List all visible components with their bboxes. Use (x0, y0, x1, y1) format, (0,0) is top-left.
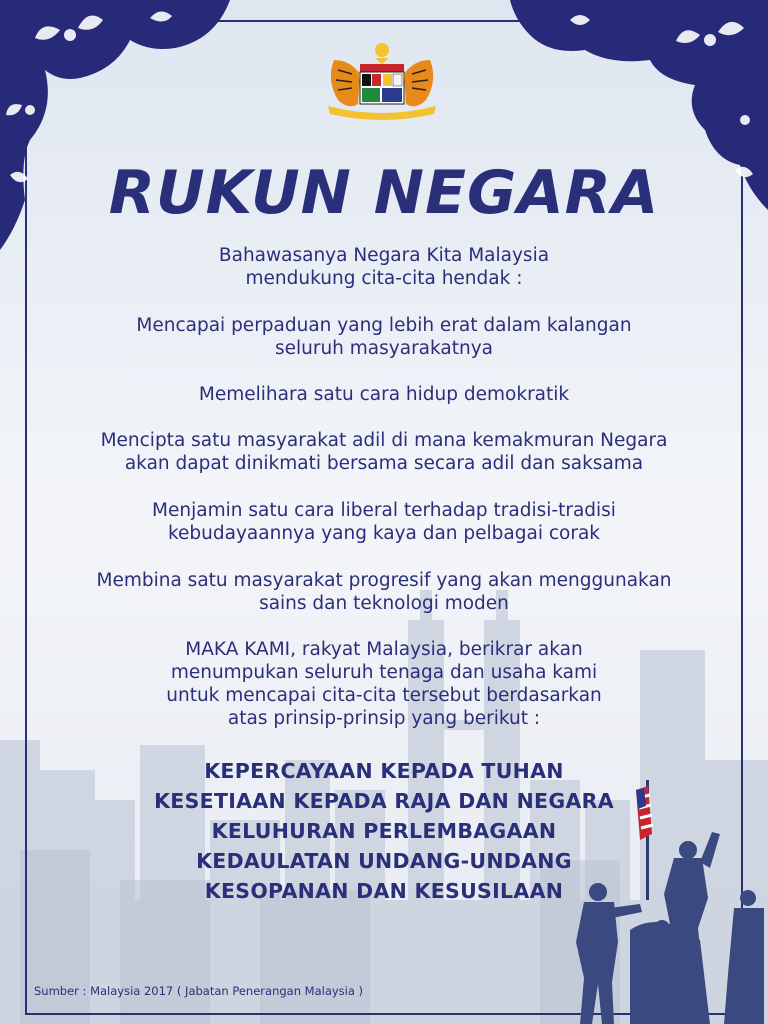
aim-line: Mencipta satu masyarakat adil di mana kemakmuran Negara (100, 430, 668, 451)
principle-item: KELUHURAN PERLEMBAGAAN (211, 819, 557, 843)
aim-line: sains dan teknologi moden (259, 593, 509, 614)
malaysia-flag-icon (636, 786, 653, 840)
source-note: Sumber : Malaysia 2017 ( Jabatan Penerangan Malaysia ) (34, 984, 364, 998)
principle-item: KEDAULATAN UNDANG-UNDANG (196, 849, 572, 873)
aim-item (40, 499, 728, 545)
intro-line: mendukung cita-cita hendak : (245, 268, 523, 289)
aim-line: Menjamin satu cara liberal terhadap tradisi-tradisi (152, 500, 616, 521)
aim-line: Memelihara satu cara hidup demokratik (198, 384, 570, 405)
principle-item: KEPERCAYAAN KEPADA TUHAN (204, 759, 564, 783)
pledge-line: untuk mencapai cita-cita tersebut berdasarkan (166, 685, 602, 706)
pledge-text (40, 638, 728, 730)
malaysia-coat-of-arms-icon (320, 40, 444, 124)
aim-item (40, 314, 728, 360)
aim-line: Mencapai perpaduan yang lebih erat dalam kalangan (136, 315, 632, 336)
intro-text (40, 244, 728, 290)
aim-line: seluruh masyarakatnya (274, 338, 494, 359)
principle-item: KESETIAAN KEPADA RAJA DAN NEGARA (154, 789, 614, 813)
pledge-line: MAKA KAMI, rakyat Malaysia, berikrar akan (185, 639, 583, 660)
principle-item: KESOPANAN DAN KESUSILAAN (204, 879, 564, 903)
national-monument-statue-icon (570, 780, 768, 1024)
page-title: RUKUN NEGARA (108, 158, 660, 228)
aim-line: Membina satu masyarakat progresif yang akan menggunakan (96, 570, 672, 591)
aim-item (40, 569, 728, 615)
intro-line: Bahawasanya Negara Kita Malaysia (218, 245, 550, 266)
aim-line: kebudayaannya yang kaya dan pelbagai corak (167, 523, 601, 544)
pledge-line: atas prinsip-prinsip yang berikut : (227, 708, 541, 729)
aim-item (40, 429, 728, 475)
pledge-line: menumpukan seluruh tenaga dan usaha kami (170, 662, 598, 683)
aim-item (40, 383, 728, 406)
aim-line: akan dapat dinikmati bersama secara adil dan saksama (124, 453, 644, 474)
